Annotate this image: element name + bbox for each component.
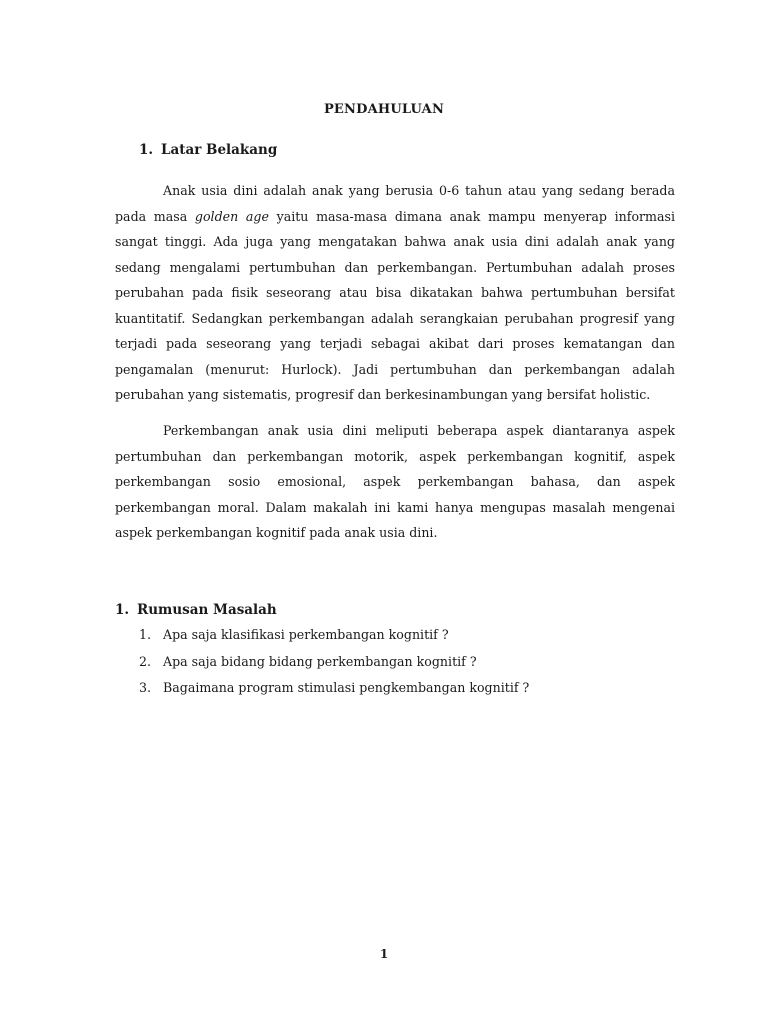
section-title: Rumusan Masalah (137, 602, 277, 618)
list-item-number: 1. (139, 627, 152, 642)
list-item-number: 3. (139, 680, 152, 695)
section-heading-latar-belakang (139, 142, 277, 158)
section-number: 1. (139, 142, 154, 158)
list-item-text: Apa saja bidang bidang perkembangan kognitif ? (163, 653, 477, 669)
paragraph-latar-belakang-2: Perkembangan anak usia dini meliputi beberapa aspek diantaranya aspek pertumbuhan dan perkembangan motorik, aspek perkembangan kognitif, aspek perkembangan sosio emosional, aspek perkembangan bahasa, dan aspek perkembangan moral. Dalam makalah ini kami hanya mengupas masalah mengenai aspek perkembangan kognitif pada anak usia dini. (115, 423, 675, 540)
list-item (139, 678, 529, 705)
paragraph-text: Anak usia dini adalah anak yang berusia 0-6 tahun atau yang sedang berada pada masa (115, 183, 675, 224)
list-item-text: Bagaimana program stimulasi pengkembangan kognitif ? (163, 680, 530, 695)
list-item (139, 625, 529, 652)
italic-term: golden age (194, 208, 269, 224)
list-item-number: 2. (139, 653, 152, 669)
document-title: PENDAHULUAN (323, 102, 445, 117)
question-list (139, 625, 529, 705)
section-title: Latar Belakang (161, 142, 278, 158)
list-item-text: Apa saja klasifikasi perkembangan kognitif ? (163, 627, 449, 642)
section-heading-rumusan-masalah (115, 602, 277, 618)
paragraph-latar-belakang-1 (115, 178, 675, 408)
section-number: 1. (115, 602, 130, 618)
page-number: 1 (379, 947, 389, 961)
paragraph-text: yaitu masa-masa dimana anak mampu menyerap informasi sangat tinggi. Ada juga yang mengatakan bahwa anak usia dini adalah anak yang sedang mengalami pertumbuhan dan perkembangan. Pertumbuhan adalah proses perubahan pada fisik seseorang atau bisa dikatakan bahwa pertumbuhan bersifat kuantitatif. Sedangkan perkembangan adalah serangkaian perubahan progresif yang terjadi pada seseorang yang terjadi sebagai akibat dari proses kematangan dan pengamalan (menurut: Hurlock). Jadi pertumbuhan dan perkembangan adalah perubahan yang sistematis, progresif dan berkesinambungan yang bersifat holistic. (115, 208, 675, 402)
list-item (139, 652, 529, 679)
